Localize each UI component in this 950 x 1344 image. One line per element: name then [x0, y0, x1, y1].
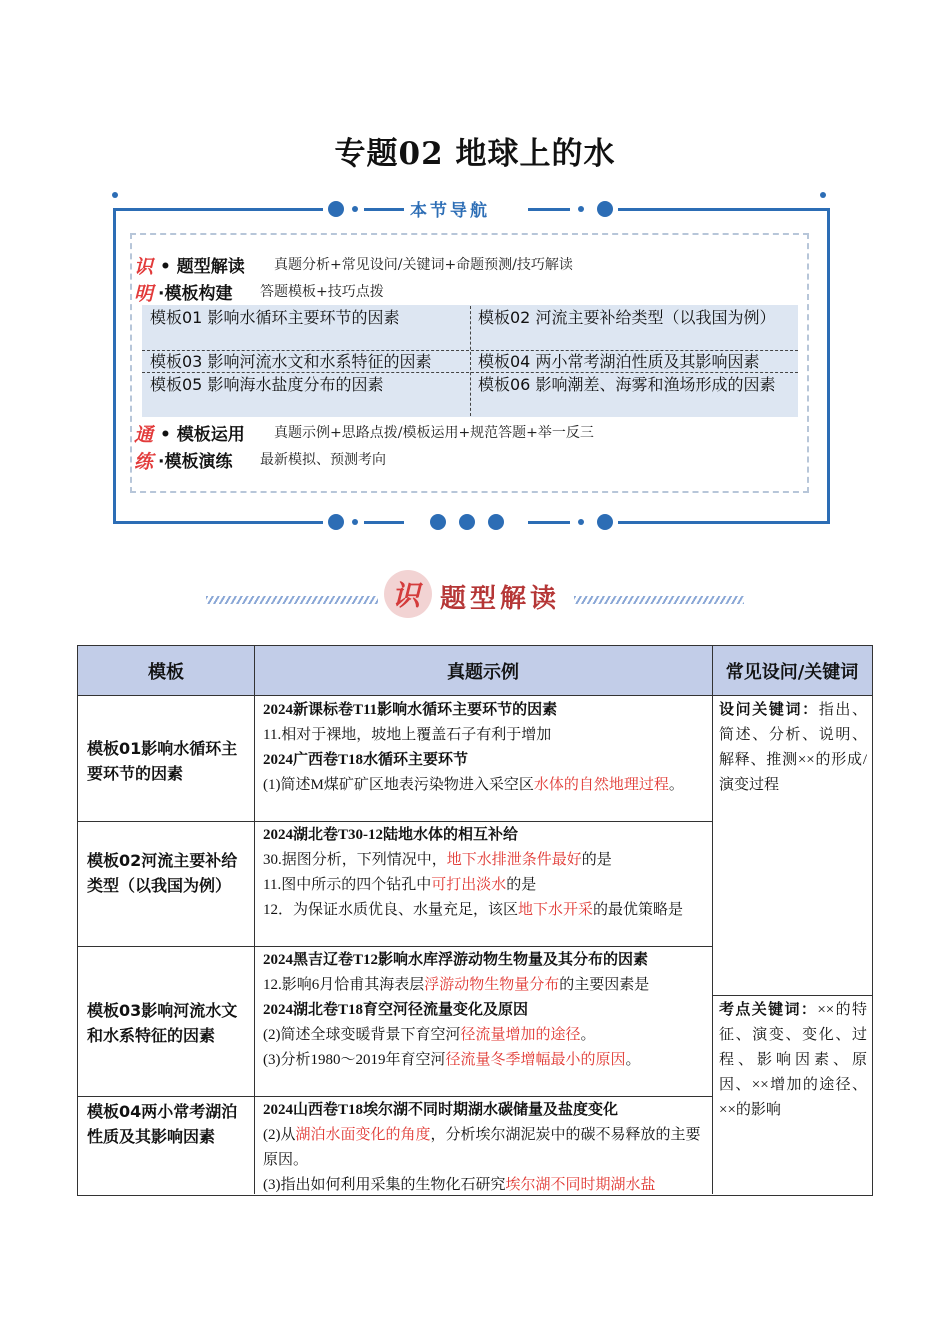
example-cell — [263, 823, 703, 923]
nav-line — [528, 208, 570, 211]
highlight-text: 水体的自然地理过程 — [533, 777, 669, 793]
nav-line — [364, 208, 404, 211]
question-table — [77, 645, 873, 1196]
nav-dot — [578, 206, 584, 212]
grid-divider — [470, 306, 471, 416]
line-text: 11.图中所示的四个钻孔中 — [263, 877, 432, 893]
line-text: (2)从 — [263, 1127, 296, 1143]
side-char-lian: 练 — [134, 451, 154, 473]
line-text: (1)简述M煤矿矿区地表污染物进入采空区 — [263, 777, 534, 793]
example-line: 11.相对于裸地，坡地上覆盖石子有利于增加 — [263, 727, 552, 743]
example-line — [263, 848, 703, 873]
highlight-text: 埃尔湖不同时期湖水盐 — [505, 1177, 656, 1193]
line-text: 12.影响6月恰甫其海表层 — [263, 977, 425, 993]
side-char-tong: 通 — [134, 424, 154, 446]
line-text: 。 — [668, 777, 684, 793]
table-vline — [254, 646, 255, 1194]
highlight-text: 湖泊水面变化的角度 — [295, 1127, 431, 1143]
template-item[interactable]: 模板01 影响水循环主要环节的因素 — [150, 308, 400, 327]
example-line — [263, 898, 703, 923]
nav-row-desc: 答题模板+技巧点拨 — [260, 284, 384, 300]
nav-bottom-line-right — [618, 521, 830, 524]
nav-title: 本节导航 — [410, 201, 490, 221]
table-row-divider — [78, 946, 712, 947]
template-item[interactable]: 模板04 两小常考湖泊性质及其影响因素 — [478, 352, 760, 371]
example-source: 2024新课标卷T11影响水循环主要环节的因素 — [263, 702, 558, 718]
nav-line — [528, 521, 570, 524]
example-cell — [263, 948, 703, 1073]
nav-row-label[interactable]: • 模板运用 — [160, 425, 245, 445]
example-line — [263, 873, 703, 898]
nav-row-desc: 真题分析+常见设问/关键词+命题预测/技巧解读 — [274, 257, 573, 273]
line-text: (3)分析1980～2019年育空河 — [263, 1052, 446, 1068]
nav-dot — [352, 519, 358, 525]
example-source: 2024黑吉辽卷T12影响水库浮游动物生物量及其分布的因素 — [263, 952, 649, 968]
table-row-divider — [78, 1096, 712, 1097]
nav-top-line-right — [618, 208, 830, 211]
nav-dot — [328, 201, 344, 217]
nav-line — [364, 521, 404, 524]
nav-dot — [459, 514, 475, 530]
line-text: 的是 — [506, 877, 537, 893]
template-item[interactable]: 模板02 河流主要补给类型（以我国为例） — [478, 308, 776, 327]
nav-corner-dot — [820, 192, 826, 198]
line-text: 。 — [625, 1052, 641, 1068]
line-text: (2)简述全球变暖背景下育空河 — [263, 1027, 461, 1043]
table-row-divider — [78, 821, 712, 822]
highlight-text: 地下水开采 — [518, 902, 594, 918]
nav-corner-dot — [112, 192, 118, 198]
side-char-shi: 识 — [134, 256, 154, 278]
example-line — [263, 1123, 703, 1173]
keyword-text: 指出、简述、分析、说明、解释、推测××的形成/演变过程 — [719, 702, 867, 793]
line-text: 的最优策略是 — [593, 902, 684, 918]
row-label: 模板02河流主要补给类型（以我国为例） — [87, 851, 238, 895]
nav-dot — [328, 514, 344, 530]
nav-dot — [488, 514, 504, 530]
keyword-text: ××的特征、演变、变化、过程、影响因素、原因、××增加的途径、××的影响 — [719, 1002, 867, 1118]
line-text: 的是 — [581, 852, 612, 868]
highlight-text: 径流量增加的途径 — [460, 1027, 581, 1043]
template-item[interactable]: 模板06 影响潮差、海雾和渔场形成的因素 — [478, 375, 776, 394]
nav-row-label[interactable]: • 题型解读 — [160, 257, 245, 277]
example-line — [263, 1048, 703, 1073]
example-line — [263, 1023, 703, 1048]
table-header: 模板 — [78, 646, 254, 696]
nav-row-label[interactable]: ·模板构建 — [158, 284, 233, 304]
line-text: 。 — [580, 1027, 596, 1043]
nav-dot — [352, 206, 358, 212]
row-label: 模板04两小常考湖泊性质及其影响因素 — [87, 1102, 238, 1146]
keyword-label: 设问关键词： — [719, 702, 819, 718]
line-text: 12．为保证水质优良、水量充足，该区 — [263, 902, 519, 918]
highlight-text: 浮游动物生物量分布 — [424, 977, 560, 993]
side-char-ming: 明 — [134, 283, 154, 305]
line-text: ，分析埃尔湖泥炭中的碳不易释放的主要原因。 — [263, 1127, 701, 1168]
row-label: 模板01影响水循环主要环节的因素 — [87, 739, 238, 783]
template-item[interactable]: 模板03 影响河流水文和水系特征的因素 — [150, 352, 432, 371]
section-stripe-left — [206, 596, 378, 604]
line-text: 的主要因素是 — [559, 977, 650, 993]
example-line — [263, 1173, 703, 1198]
example-source: 2024山西卷T18埃尔湖不同时期湖水碳储量及盐度变化 — [263, 1102, 619, 1118]
example-line — [263, 773, 703, 798]
example-source: 2024湖北卷T18育空河径流量变化及原因 — [263, 1002, 529, 1018]
page-title: 专题02 地球上的水 — [334, 136, 616, 172]
nav-bottom-line-left — [113, 521, 323, 524]
table-vline — [712, 646, 713, 1194]
table-header: 常见设问/关键词 — [712, 646, 872, 696]
keyword-cell — [719, 698, 867, 798]
table-row-divider — [712, 995, 872, 996]
template-item[interactable]: 模板05 影响海水盐度分布的因素 — [150, 375, 384, 394]
example-cell — [263, 1098, 703, 1198]
nav-row-desc: 最新模拟、预测考向 — [260, 452, 386, 468]
table-header: 真题示例 — [254, 646, 712, 696]
nav-row-label[interactable]: ·模板演练 — [158, 452, 233, 472]
highlight-text: 可打出淡水 — [431, 877, 507, 893]
nav-row-desc: 真题示例+思路点拨/模板运用+规范答题+举一反三 — [274, 425, 594, 441]
nav-top-line-left — [113, 208, 323, 211]
keyword-label: 考点关键词： — [719, 1002, 818, 1018]
example-source: 2024湖北卷T30-12陆地水体的相互补给 — [263, 827, 519, 843]
keyword-cell — [719, 998, 867, 1123]
line-text: 30.据图分析，下列情况中， — [263, 852, 447, 868]
section-stripe-right — [574, 596, 744, 604]
line-text: (3)指出如何利用采集的生物化石研究 — [263, 1177, 506, 1193]
nav-dot — [430, 514, 446, 530]
example-source: 2024广西卷T18水循环主要环节 — [263, 752, 469, 768]
row-label: 模板03影响河流水文和水系特征的因素 — [87, 1001, 238, 1045]
nav-dot — [578, 519, 584, 525]
nav-dot — [597, 514, 613, 530]
highlight-text: 地下水排泄条件最好 — [446, 852, 582, 868]
nav-dot — [597, 201, 613, 217]
example-line — [263, 973, 703, 998]
example-cell — [263, 698, 703, 798]
highlight-text: 径流量冬季增幅最小的原因 — [445, 1052, 626, 1068]
section-badge-char: 识 — [392, 579, 421, 612]
section-title: 题型解读 — [440, 584, 561, 614]
